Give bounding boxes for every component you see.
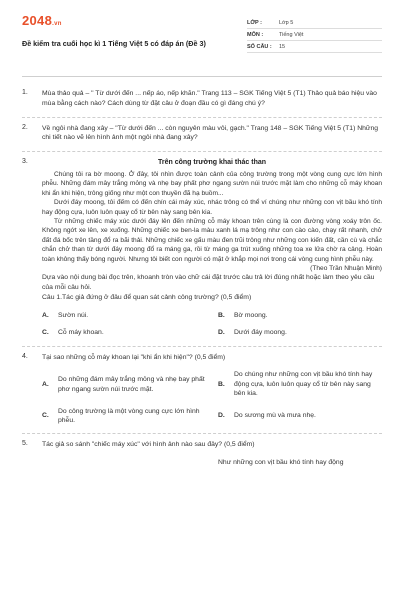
meta-row-count <box>247 41 382 53</box>
passage-paragraph: Dưới đáy moong, tôi đếm có đến chín cái máy xúc, nhác trông có thể ví chúng như những con vịt bầu khó tính hay động cựa, luôn luôn quay cổ từ bên này sang bên kia. <box>42 199 382 216</box>
option-text: Sườn núi. <box>58 311 89 319</box>
question-number: 2. <box>22 123 28 131</box>
meta-table <box>247 17 382 60</box>
option-text: Cỗ máy khoan. <box>58 329 104 337</box>
question-5 <box>22 440 382 467</box>
option-letter: C. <box>42 329 49 337</box>
option-text: Bờ moong. <box>234 311 268 319</box>
option-text: Như những con vịt bầu khó tính hay động <box>218 459 344 467</box>
question-number: 1. <box>22 89 28 96</box>
option-letter: D. <box>218 412 225 420</box>
passage-title: Trên công trường khai thác than <box>157 159 267 167</box>
instruction-text: Dựa vào nội dung bài đọc trên, khoanh tròn vào chữ cái đặt trước câu trả lời đúng nhất hoặc làm theo yêu cầu của mỗi câu hỏi. <box>42 274 375 292</box>
option-b[interactable] <box>218 311 382 320</box>
option-b[interactable] <box>218 458 382 467</box>
question-body <box>42 353 382 426</box>
logo-suffix: .vn <box>52 21 62 27</box>
option-letter: D. <box>218 329 225 337</box>
passage-author: (Theo Trần Nhuận Minh) <box>310 265 382 273</box>
option-a-placeholder <box>42 458 206 467</box>
option-letter: A. <box>42 380 49 388</box>
option-a[interactable] <box>42 370 206 398</box>
option-text: Do sương mù và mưa nhẹ. <box>234 412 316 420</box>
document-title: Đề kiểm tra cuối học kì 1 Tiếng Việt 5 có đáp án (Đề 3) <box>22 39 206 48</box>
option-a[interactable] <box>42 311 206 320</box>
question-4 <box>22 353 382 426</box>
sub-question: Câu 1.Tác giả đứng ở đâu để quan sát cảnh công trường? (0,5 điểm) <box>42 294 252 302</box>
meta-row-class <box>247 17 382 29</box>
meta-key: LỚP : <box>247 19 262 26</box>
option-text: Do công trường là một vòng cung cực lớn hình phễu. <box>58 407 200 425</box>
passage-paragraph: Từ những chiếc máy xúc dưới đáy lên đến những cỗ máy khoan trên cùng là con đường vòng xoáy trôn ốc. Không ngớt xe lên, xe xuống. Những chiếc xe ben-la màu xanh lá mạ trông như con cào cào, chạy rất nhanh, chở đất đá bốc trên tầng đổ ra bãi thải. Những chiếc xe gấu màu đen trũi trông như những con kiến đất, cần cù và chắc chắn chở than từ dưới đáy moong đổ ra máng ga, rồi từ máng ga trút xuống những toa xe lửa chờ ra cảng. Hoàn toàn không thấy bóng người. Nhưng tôi biết con người có mặt ở khắp mọi nơi trong cái vòng cung hình phễu này. <box>42 218 382 263</box>
option-letter: A. <box>42 311 49 319</box>
question-text: Về ngôi nhà đang xây – "Từ dưới đến ... còn nguyên màu vôi, gạch." Trang 148 – SGK Tiếng Việt 5 (T1) Những chi tiết nào vẽ lên hình ảnh một ngôi nhà đang xây? <box>42 124 379 142</box>
meta-value: Lớp 5 <box>279 19 294 26</box>
question-body <box>42 158 382 337</box>
question-body <box>42 440 382 467</box>
option-c[interactable] <box>42 407 206 426</box>
question-number: 3. <box>22 158 28 166</box>
option-letter: B. <box>218 380 225 388</box>
question-text: Mùa thảo quả – " Từ dưới đến ... nếp áo, nếp khăn." Trang 113 – SGK Tiếng Việt 5 (T1) Thảo quả báo hiệu vào mùa bằng cách nào? Cách dùng từ đặt câu ở đoạn đầu có gì đáng chú ý? <box>42 90 377 107</box>
question-divider <box>22 117 382 118</box>
question-divider <box>22 346 382 347</box>
meta-value: 15 <box>279 43 286 50</box>
logo-main: 2048 <box>22 13 53 28</box>
option-c[interactable] <box>42 328 206 337</box>
question-divider <box>22 433 382 434</box>
question-text: Tại sao những cỗ máy khoan lại "khi ẩn khi hiện"? (0,5 điểm) <box>42 353 226 361</box>
answer-options <box>42 311 382 338</box>
header-divider <box>22 76 382 77</box>
question-number: 4. <box>22 352 28 360</box>
site-logo[interactable] <box>22 14 206 31</box>
option-d[interactable] <box>218 328 382 337</box>
question-text: Tác giả so sánh "chiếc máy xúc" với hình ảnh nào sau đây? (0,5 điểm) <box>42 441 255 449</box>
question-3 <box>22 158 382 337</box>
option-letter: B. <box>218 311 225 319</box>
meta-key: SỐ CÂU : <box>247 43 272 50</box>
question-2 <box>22 124 382 144</box>
meta-row-subject <box>247 29 382 41</box>
brand <box>22 14 206 60</box>
option-b[interactable] <box>218 370 382 398</box>
option-d[interactable] <box>218 407 382 426</box>
meta-key: MÔN : <box>247 31 264 38</box>
option-letter: C. <box>42 412 49 420</box>
option-text: Do chúng như những con vịt bầu khó tính hay động cựa, luôn luôn quay cổ từ bên này sang bên kia. <box>234 371 373 398</box>
option-text: Dưới đáy moong. <box>234 329 287 337</box>
passage-paragraph: Chúng tôi ra bờ moong. Ở đây, tôi nhìn được toàn cảnh của công trường trong một vòng cung cực lớn hình phễu. Những đám mây trắng mỏng và nhẹ bay phất phơ ngang sườn núi trước mặt làm cho những cỗ máy khoan khi ẩn khi hiện, trông giống như một con thuyền đã hạ buồm... <box>42 170 382 197</box>
page-header <box>22 0 382 60</box>
question-1 <box>22 89 382 109</box>
question-divider <box>22 151 382 152</box>
option-text: Do những đám mây trắng mỏng và nhẹ bay phất phơ ngang sườn núi trước mặt. <box>58 376 205 393</box>
question-number: 5. <box>22 440 28 448</box>
answer-options <box>42 370 382 425</box>
meta-value: Tiếng Việt <box>279 31 304 38</box>
answer-options <box>42 458 382 467</box>
